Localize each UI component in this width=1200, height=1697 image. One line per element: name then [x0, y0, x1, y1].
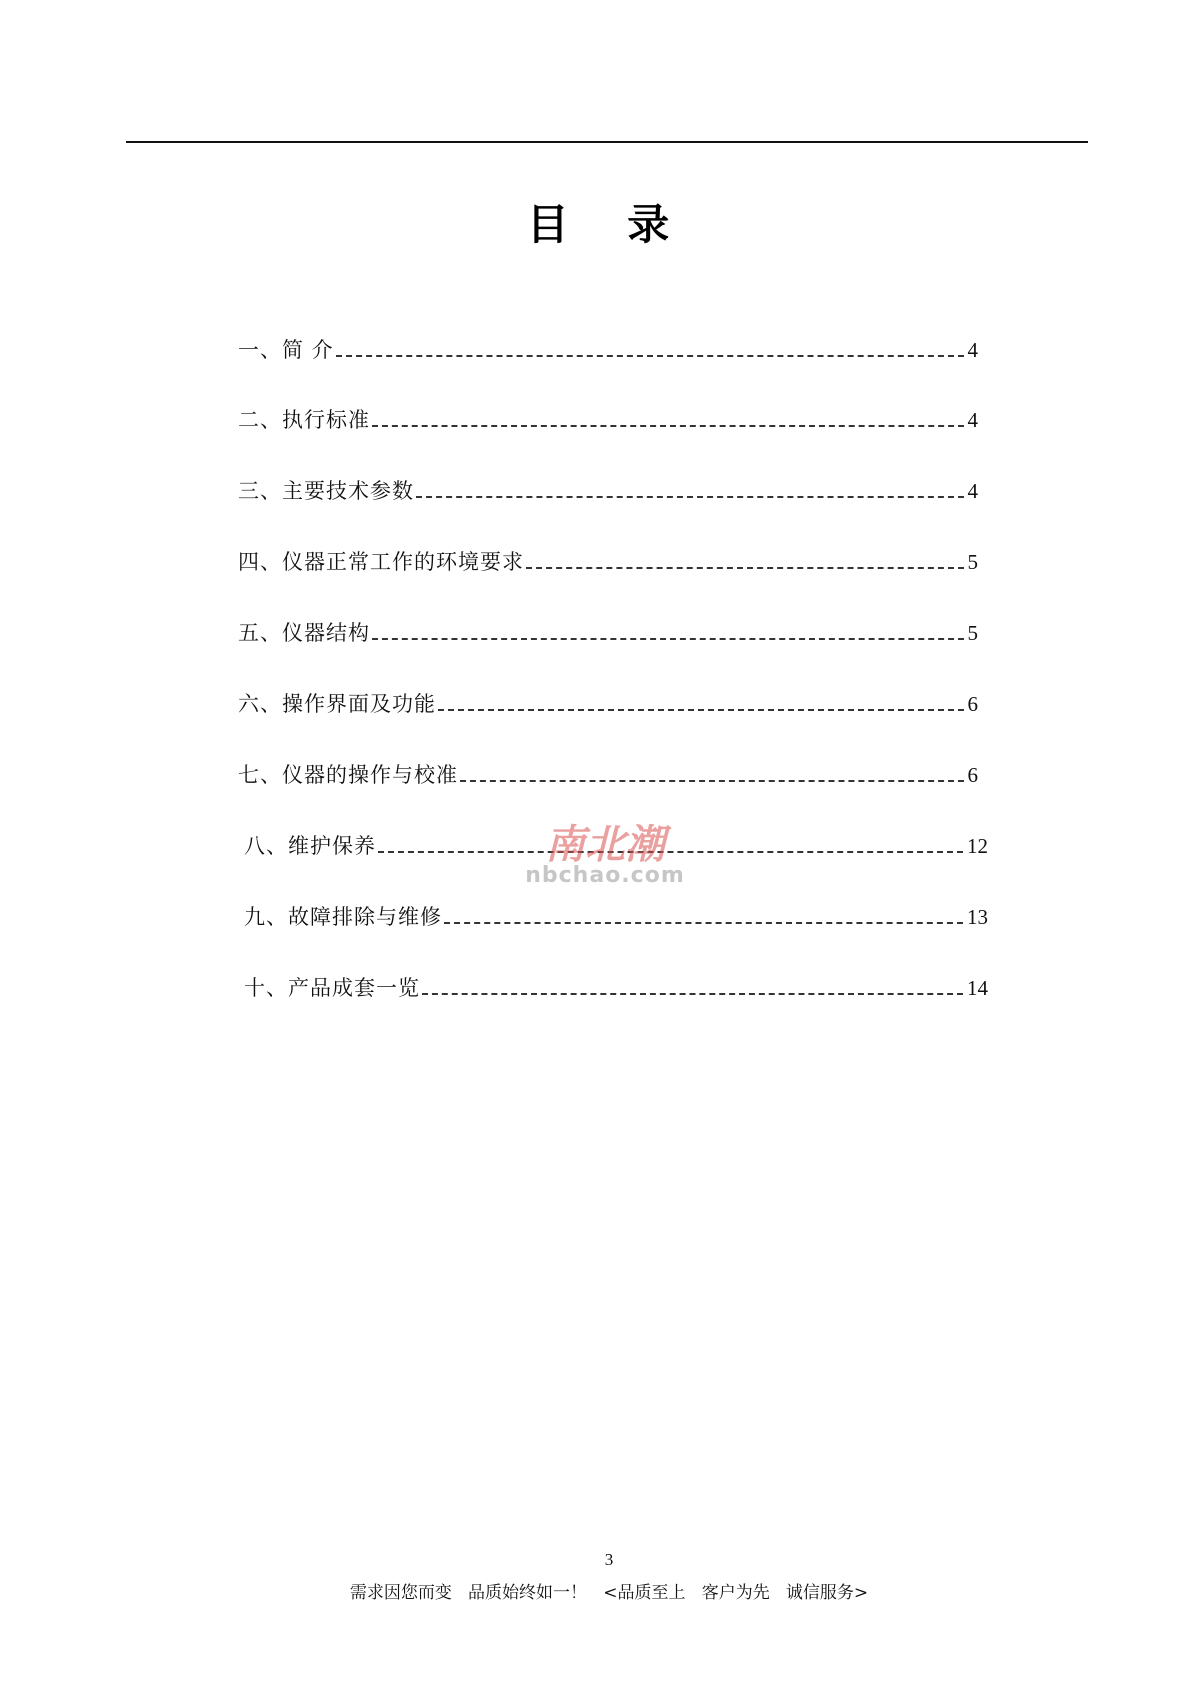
toc-entry-page: 5 — [967, 621, 978, 645]
toc-entry-label: 六、操作界面及功能 — [238, 692, 436, 716]
toc-entry-page: 5 — [967, 550, 978, 574]
toc-entry-6[interactable] — [238, 686, 978, 718]
toc-dot-leader — [460, 780, 964, 782]
toc-dot-leader — [526, 567, 964, 569]
toc-entry-label: 二、执行标准 — [238, 408, 370, 432]
toc-entry-label: 三、主要技术参数 — [238, 479, 414, 503]
toc-dot-leader — [372, 638, 964, 640]
toc-entry-page: 4 — [967, 338, 978, 362]
toc-entry-label: 九、故障排除与维修 — [244, 905, 442, 929]
nbchao-watermark-logo — [520, 818, 690, 886]
toc-entry-label: 一、简 介 — [238, 338, 334, 362]
toc-dot-leader — [416, 496, 964, 498]
toc-entry-1[interactable] — [238, 332, 978, 364]
toc-entry-2[interactable] — [238, 402, 978, 434]
toc-dot-leader — [422, 993, 963, 995]
toc-entry-10[interactable] — [244, 970, 988, 1002]
toc-entry-page: 13 — [967, 905, 988, 929]
watermark-latin-text: nbchao.com — [525, 863, 685, 886]
toc-entry-3[interactable] — [238, 473, 978, 505]
page-number: 3 — [604, 1550, 614, 1569]
toc-entry-page: 4 — [967, 479, 978, 503]
toc-entry-label: 八、维护保养 — [244, 834, 376, 858]
toc-entry-page: 12 — [967, 834, 988, 858]
footer-slogan: 需求因您而变 品质始终如一！ <品质至上 客户为先 诚信服务> — [349, 1583, 869, 1603]
toc-entry-9[interactable] — [244, 899, 988, 931]
toc-entry-label: 十、产品成套一览 — [244, 976, 420, 1000]
toc-dot-leader — [444, 922, 963, 924]
toc-dot-leader — [336, 355, 964, 357]
toc-entry-page: 6 — [967, 692, 978, 716]
watermark-chinese-text: 南北潮 — [545, 821, 665, 868]
toc-entry-7[interactable] — [238, 757, 978, 789]
toc-entry-5[interactable] — [238, 615, 978, 647]
toc-dot-leader — [372, 425, 964, 427]
toc-entry-label: 四、仪器正常工作的环境要求 — [238, 550, 524, 574]
toc-dot-leader — [438, 709, 964, 711]
toc-entry-page: 14 — [967, 976, 988, 1000]
toc-entry-page: 4 — [967, 408, 978, 432]
toc-entry-label: 七、仪器的操作与校准 — [238, 763, 458, 787]
toc-entry-page: 6 — [967, 763, 978, 787]
toc-entry-label: 五、仪器结构 — [238, 621, 370, 645]
page-title: 目 录 — [526, 200, 692, 249]
toc-entry-4[interactable] — [238, 544, 978, 576]
